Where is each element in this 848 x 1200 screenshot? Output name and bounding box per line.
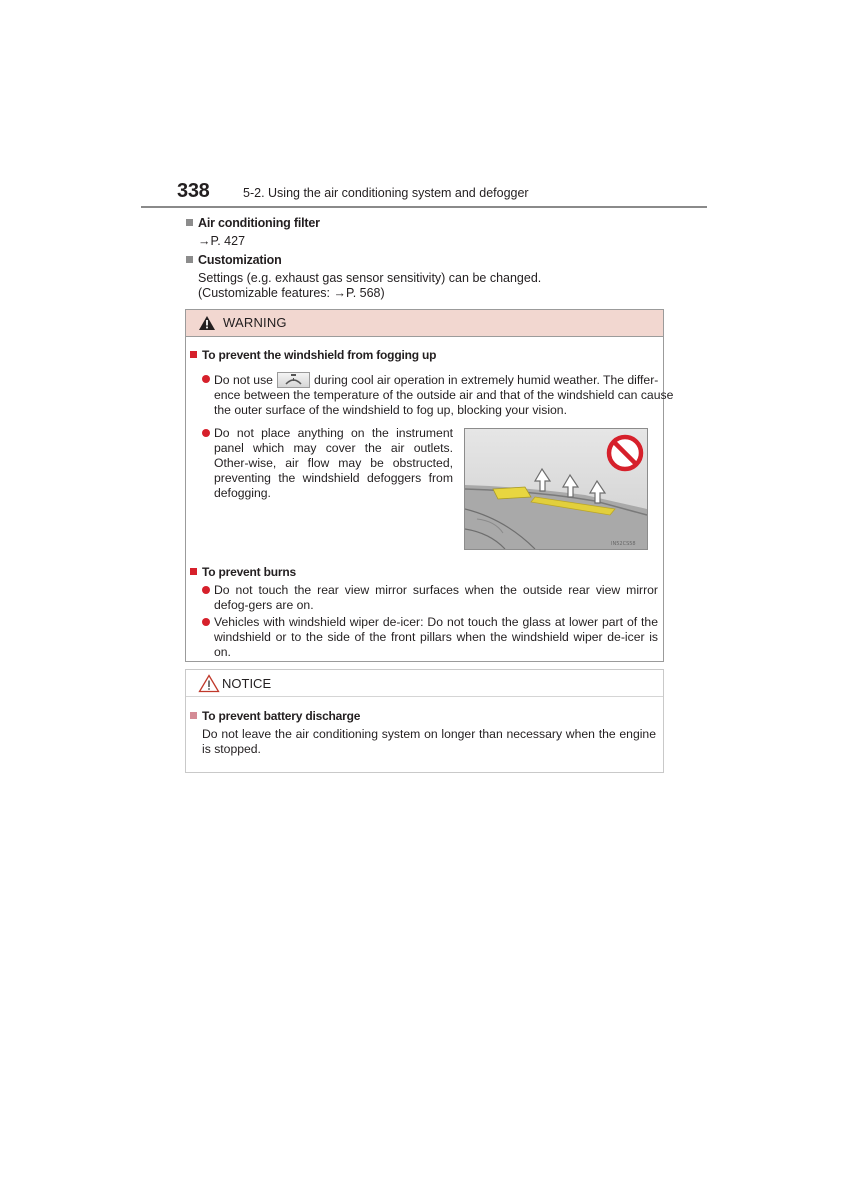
page-number: 338 bbox=[177, 180, 210, 202]
square-bullet-icon bbox=[190, 712, 197, 719]
customization-text-line: Settings (e.g. exhaust gas sensor sensitivity) can be changed. bbox=[198, 271, 542, 285]
item-heading-air-filter bbox=[186, 216, 320, 230]
warning-heading-burns bbox=[190, 565, 296, 579]
heading-text: To prevent battery discharge bbox=[202, 709, 361, 723]
customization-text-line: (Customizable features: →P. 568) bbox=[198, 286, 385, 300]
prohibited-sign-icon bbox=[609, 437, 641, 469]
fog-bullet-1-line-1 bbox=[214, 372, 658, 388]
red-bullet-dot bbox=[202, 429, 210, 437]
square-bullet-icon bbox=[190, 351, 197, 358]
warning-header bbox=[186, 310, 663, 337]
burns-bullet-2 bbox=[214, 615, 658, 660]
notice-triangle-icon bbox=[198, 674, 220, 693]
fog-bullet-1-line-3: the outer surface of the windshield to fog up, blocking your vision. bbox=[214, 403, 567, 417]
burns-bullet-2-text: Vehicles with windshield wiper de-icer: Do not touch the glass at lower part of the windshield or to the side of the front pillars when the windshield wiper de-icer is on. bbox=[214, 615, 658, 659]
heading-text: To prevent burns bbox=[202, 565, 296, 579]
item-heading-customization bbox=[186, 253, 282, 267]
red-bullet-dot bbox=[202, 618, 210, 626]
warning-label: WARNING bbox=[223, 315, 287, 330]
notice-box bbox=[185, 669, 664, 773]
warning-heading-fog bbox=[190, 348, 436, 362]
burns-bullet-1 bbox=[214, 583, 658, 613]
illustration-code: IN52CS58 bbox=[611, 541, 636, 547]
item-title: Air conditioning filter bbox=[198, 216, 320, 230]
section-title: 5-2. Using the air conditioning system and defogger bbox=[243, 186, 529, 200]
burns-bullet-1-text: Do not touch the rear view mirror surfaces when the outside rear view mirror defog-gers are on. bbox=[214, 583, 658, 612]
notice-heading bbox=[190, 709, 360, 723]
header-rule bbox=[141, 206, 707, 208]
square-bullet-icon bbox=[190, 568, 197, 575]
square-bullet-icon bbox=[186, 256, 193, 263]
fog-bullet-2 bbox=[214, 426, 453, 501]
red-bullet-dot bbox=[202, 375, 210, 383]
item-title: Customization bbox=[198, 253, 282, 267]
warning-triangle-icon bbox=[198, 315, 216, 331]
fog-bullet-2-text: Do not place anything on the instrument panel which may cover the air outlets. Other-wise, air flow may be obstructed, preventing the windshield defoggers from defogging. bbox=[214, 426, 453, 500]
page-reference: →P. 427 bbox=[198, 234, 246, 248]
red-bullet-dot bbox=[202, 586, 210, 594]
notice-text: Do not leave the air conditioning system on longer than necessary when the engine is stopped. bbox=[202, 727, 656, 756]
windshield-defogger-button-icon bbox=[277, 372, 310, 388]
dashboard-drawing bbox=[465, 429, 647, 549]
fog-bullet-1-text: Do not use bbox=[214, 373, 273, 387]
heading-text: To prevent the windshield from fogging up bbox=[202, 348, 437, 362]
notice-header bbox=[186, 670, 663, 697]
square-bullet-icon bbox=[186, 219, 193, 226]
dashboard-illustration bbox=[464, 428, 648, 550]
fog-bullet-1-line-2: ence between the temperature of the outside air and that of the windshield can cause bbox=[214, 388, 674, 402]
fog-bullet-1 bbox=[214, 372, 674, 418]
notice-label: NOTICE bbox=[222, 676, 272, 691]
fog-bullet-1-text: during cool air operation in extremely humid weather. The differ- bbox=[313, 373, 659, 387]
